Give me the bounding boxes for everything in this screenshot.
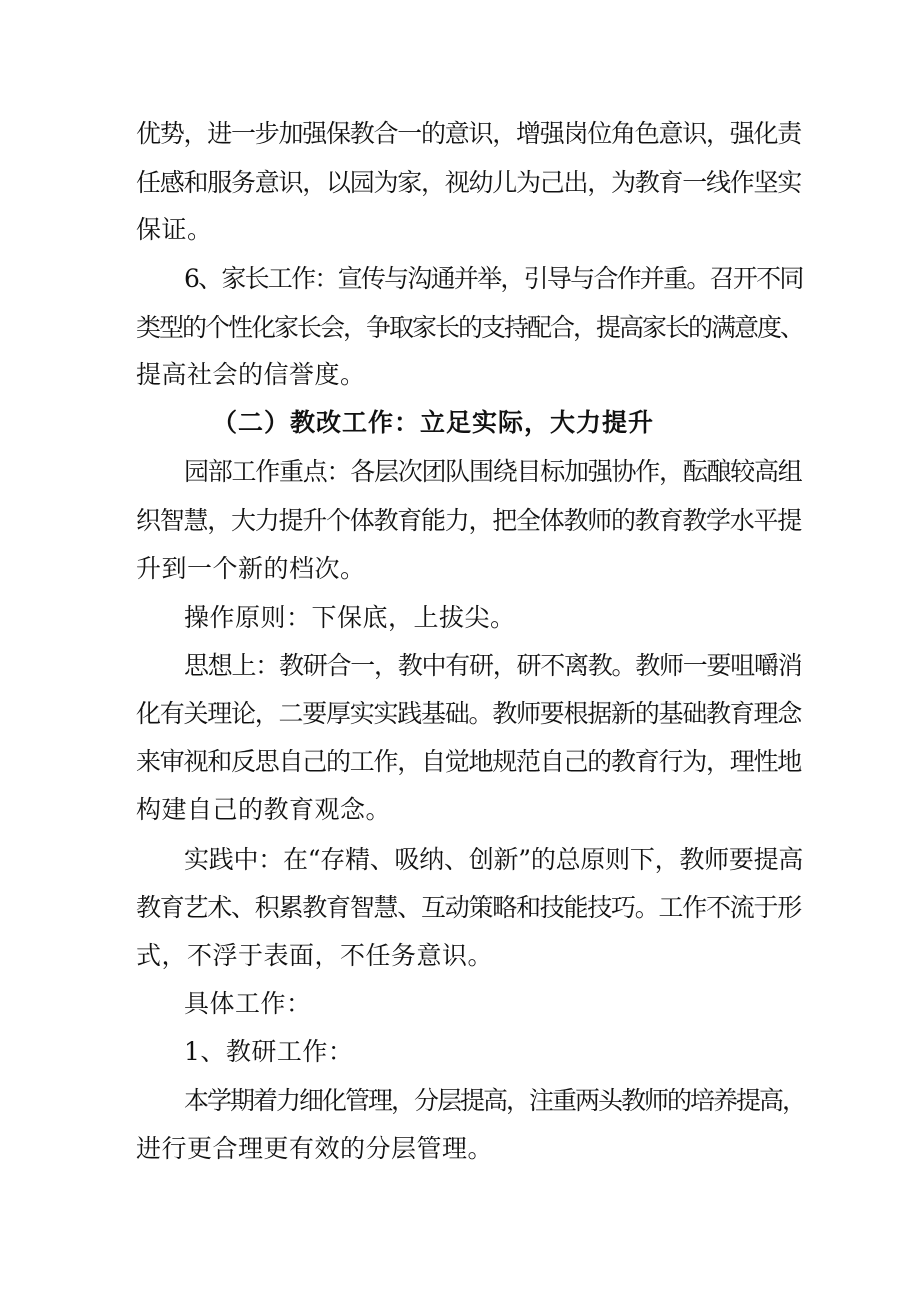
paragraph-line: 类型的个性化家长会，争取家长的支持配合，提高家长的满意度、 (136, 313, 804, 342)
paragraph-line: 思想上：教研合一，教中有研，研不离教。教师一要咀嚼消 (184, 651, 802, 680)
section-heading: （二）教改工作：立足实际，大力提升 (212, 408, 655, 437)
paragraph-line: 来审视和反思自己的工作，自觉地规范自己的教育行为，理性地 (136, 747, 802, 776)
paragraph-line: 升到一个新的档次。 (136, 554, 366, 583)
paragraph-line: 6、家长工作：宣传与沟通并举，引导与合作并重。召开不同 (184, 264, 803, 293)
paragraph-line: 提高社会的信誉度。 (136, 360, 366, 389)
paragraph-line: 保证。 (136, 215, 213, 244)
paragraph-line: 化有关理论，二要厚实实践基础。教师要根据新的基础教育理念 (136, 699, 802, 728)
paragraph-line: 实践中：在“存精、吸纳、创新”的总原则下，教师要提高 (184, 845, 804, 874)
paragraph-line: 进行更合理更有效的分层管理。 (136, 1134, 494, 1163)
paragraph-line: 操作原则：下保底，上拔尖。 (184, 603, 516, 632)
paragraph-line: 构建自己的教育观念。 (136, 795, 392, 824)
paragraph-line: 教育艺术、积累教育智慧、互动策略和技能技巧。工作不流于形 (136, 893, 802, 922)
paragraph-line: 式，不浮于表面，不任务意识。 (136, 941, 494, 970)
paragraph-line: 优势，进一步加强保教合一的意识，增强岗位角色意识，强化责 (136, 119, 802, 148)
paragraph-line: 织智慧，大力提升个体教育能力，把全体教师的教育教学水平提 (136, 506, 802, 535)
paragraph-line: 园部工作重点：各层次团队围绕目标加强协作，酝酿较高组 (184, 457, 802, 486)
paragraph-line: 本学期着力细化管理，分层提高，注重两头教师的培养提高， (184, 1086, 806, 1115)
paragraph-line: 1、教研工作： (184, 1037, 354, 1066)
paragraph-line: 具体工作： (184, 989, 312, 1018)
paragraph-line: 任感和服务意识，以园为家，视幼儿为己出，为教育一线作坚实 (136, 168, 802, 197)
